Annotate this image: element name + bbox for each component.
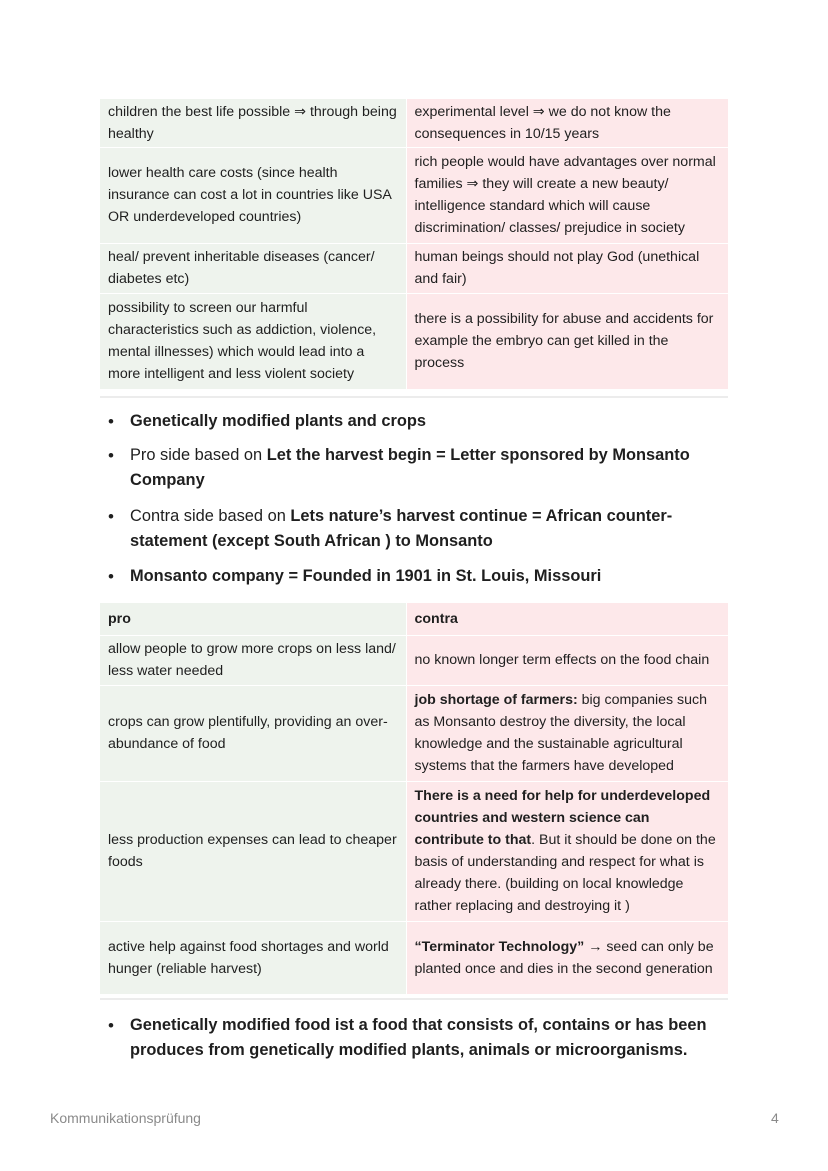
gene-editing-table (100, 99, 728, 390)
contra-cell: experimental level ⇒ we do not know the consequences in 10/15 years (406, 99, 728, 147)
list-item: • Pro side based on Let the harvest begin = Letter sponsored by Monsanto Company (108, 443, 728, 493)
table-row (100, 147, 728, 243)
contra-cell: there is a possibility for abuse and accidents for example the embryo can get killed in the process (406, 293, 728, 389)
table-row (100, 921, 728, 994)
contra-cell: There is a need for help for underdeveloped countries and western science can contribute to that. But it should be done on the basis of understanding and respect for what is already there. (building on local knowledge rather replacing and destroying it ) (406, 781, 728, 921)
table-row (100, 685, 728, 781)
contra-cell: rich people would have advantages over normal families ⇒ they will create a new beauty/ intelligence standard which will cause discrimination/ classes/ prejudice in society (406, 147, 728, 243)
pro-cell: lower health care costs (since health insurance can cost a lot in countries like USA OR underdeveloped countries) (100, 147, 406, 243)
table-divider (100, 998, 728, 1000)
list-item: • Genetically modified plants and crops (108, 409, 728, 434)
table-divider (100, 396, 728, 398)
bullet-list (108, 409, 728, 589)
table-row (100, 99, 728, 147)
contra-cell: no known longer term effects on the food chain (406, 635, 728, 685)
pro-cell: possibility to screen our harmful characteristics such as addiction, violence, mental illnesses) which would lead into a more intelligent and less violent society (100, 293, 406, 389)
footer-title: Kommunikationsprüfung (50, 1110, 201, 1126)
pro-cell: children the best life possible ⇒ through being healthy (100, 99, 406, 147)
pro-cell: allow people to grow more crops on less land/ less water needed (100, 635, 406, 685)
pro-header: pro (100, 603, 406, 635)
list-item: • Genetically modified food ist a food that consists of, contains or has been produces from genetically modified plants, animals or microorganisms. (108, 1013, 728, 1063)
bullet-list (108, 1013, 728, 1063)
contra-cell: human beings should not play God (unethical and fair) (406, 243, 728, 293)
gm-crops-table (100, 603, 728, 995)
pro-cell: crops can grow plentifully, providing an over-abundance of food (100, 685, 406, 781)
list-item: • Monsanto company = Founded in 1901 in St. Louis, Missouri (108, 564, 728, 589)
pro-cell: heal/ prevent inheritable diseases (cancer/ diabetes etc) (100, 243, 406, 293)
list-item: • Contra side based on Lets nature’s harvest continue = African counter-statement (except South African ) to Monsanto (108, 504, 728, 554)
contra-cell: job shortage of farmers: big companies such as Monsanto destroy the diversity, the local knowledge and the sustainable agricultural systems that the farmers have developed (406, 685, 728, 781)
table-row (100, 781, 728, 921)
pro-cell: active help against food shortages and world hunger (reliable harvest) (100, 921, 406, 994)
table-row (100, 293, 728, 389)
contra-header: contra (406, 603, 728, 635)
table-header-row (100, 603, 728, 635)
pro-cell: less production expenses can lead to cheaper foods (100, 781, 406, 921)
table-row (100, 635, 728, 685)
page-number: 4 (771, 1110, 779, 1126)
table-row (100, 243, 728, 293)
contra-cell: “Terminator Technology” → seed can only be planted once and dies in the second generation (406, 921, 728, 994)
